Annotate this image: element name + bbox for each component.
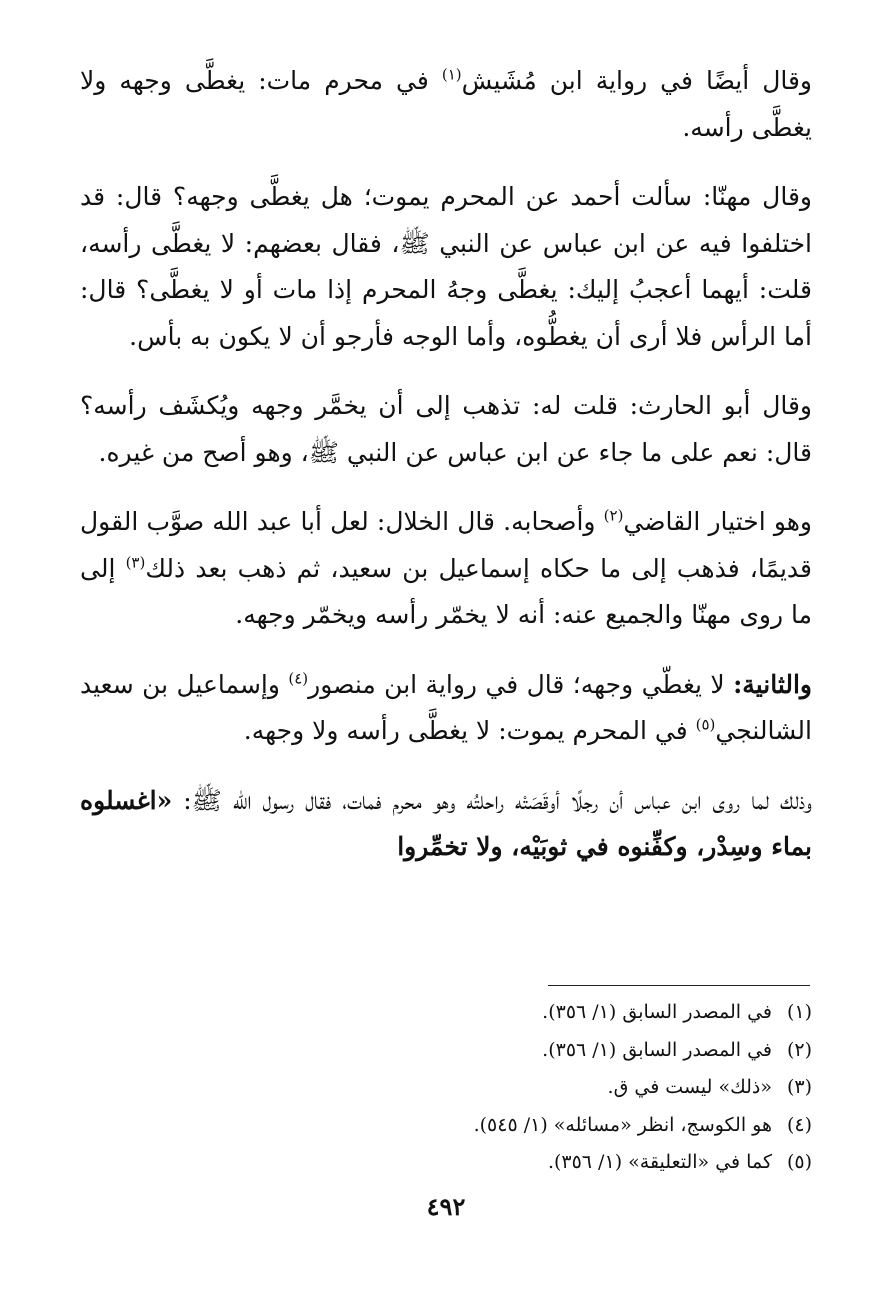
footnote-item: [80, 1107, 812, 1145]
paragraph-1-text-b: في محرم مات: يغطَّى وجهه ولا يغطَّى رأسه.: [80, 66, 812, 142]
paragraph-6: [80, 778, 812, 871]
footnote-number: (٤): [786, 1113, 812, 1136]
footnote-ref-1: (١): [441, 65, 462, 84]
paragraph-6-text: وذلك لما روى ابن عباس أن رجلًا أوقَصَتْه راحلتُه وهو محرم فمات، فقال رسول الله ﷺ:: [172, 785, 812, 815]
footnote-item: [80, 1032, 812, 1070]
paragraph-5-lead: والثانية:: [733, 669, 813, 699]
footnote-item: [80, 1069, 812, 1107]
footnote-number: (٥): [786, 1151, 812, 1173]
footnote-number: (٣): [786, 1076, 812, 1098]
paragraph-4-text-b: وأصحابه. قال الخلال: لعل أبا عبد الله صوَّب القول قديمًا، فذهب إلى ما حكاه إسماعيل بن سعيد، ثم ذهب بعد ذلك: [80, 507, 812, 583]
footnote-text: كما في «التعليقة» (١/ ٣٥٦).: [547, 1151, 772, 1173]
paragraph-1: [80, 58, 812, 151]
footnote-number: (١): [786, 1001, 812, 1023]
paragraph-5: [80, 662, 812, 755]
paragraph-5-text-c: في المحرم يموت: لا يغطَّى رأسه ولا وجهه.: [243, 716, 696, 745]
footnote-text: «ذلك» ليست في ق.: [607, 1076, 772, 1098]
paragraph-5-text-a: لا يغطّي وجهه؛ قال في رواية ابن منصور: [308, 669, 734, 699]
footnote-ref-3: (٣): [125, 553, 146, 572]
footnotes: [80, 994, 812, 1182]
paragraph-4-text-a: وهو اختيار القاضي: [623, 507, 812, 536]
hadith-quote: «اغسلوه بماء وسِدْر، وكفِّنوه في ثوبَيْه، ولا تخمِّروا: [80, 785, 812, 861]
footnote-divider: [548, 985, 810, 986]
footnote-item: [80, 994, 812, 1032]
paragraph-2: وقال مهنّا: سألت أحمد عن المحرم يموت؛ هل يغطَّى وجهه؟ قال: قد اختلفوا فيه عن ابن عباس عن النبي ﷺ، فقال بعضهم: لا يغطَّى رأسه، قلت: أيهما أعجبُ إليك: يغطَّى وجهُ المحرم إذا مات أو لا يغطَّى؟ قال: أما الرأس فلا أرى أن يغطُّوه، وأما الوجه فأرجو أن لا يكون به بأس.: [80, 182, 812, 351]
footnote-number: (٢): [786, 1038, 812, 1061]
paragraph-4-text-c: إلى ما روى مهنّا والجميع عنه: أنه لا يخمّر رأسه ويخمّر وجهه.: [80, 553, 812, 629]
footnote-ref-5: (٥): [695, 715, 716, 734]
paragraph-4: [80, 499, 812, 639]
footnote-item: [80, 1144, 812, 1182]
footnote-text: في المصدر السابق (١/ ٣٥٦).: [542, 1001, 772, 1023]
main-text: [80, 58, 812, 871]
footnote-text: هو الكوسج، انظر «مسائله» (١/ ٥٤٥).: [473, 1113, 772, 1136]
paragraph-3: وقال أبو الحارث: قلت له: تذهب إلى أن يخمَّر وجهه ويُكشَف رأسه؟ قال: نعم على ما جاء عن ابن عباس عن النبي ﷺ، وهو أصح من غيره.: [80, 391, 812, 467]
page-number: ٤٩٢: [426, 1192, 466, 1221]
footnote-ref-2: (٢): [603, 506, 624, 525]
footnote-ref-4: (٤): [288, 669, 309, 688]
paragraph-5-text-b: وإسماعيل بن سعيد الشالنجي: [80, 669, 812, 745]
paragraph-1-text-a: وقال أيضًا في رواية ابن مُشَيش: [461, 66, 812, 95]
footnote-text: في المصدر السابق (١/ ٣٥٦).: [542, 1038, 772, 1061]
